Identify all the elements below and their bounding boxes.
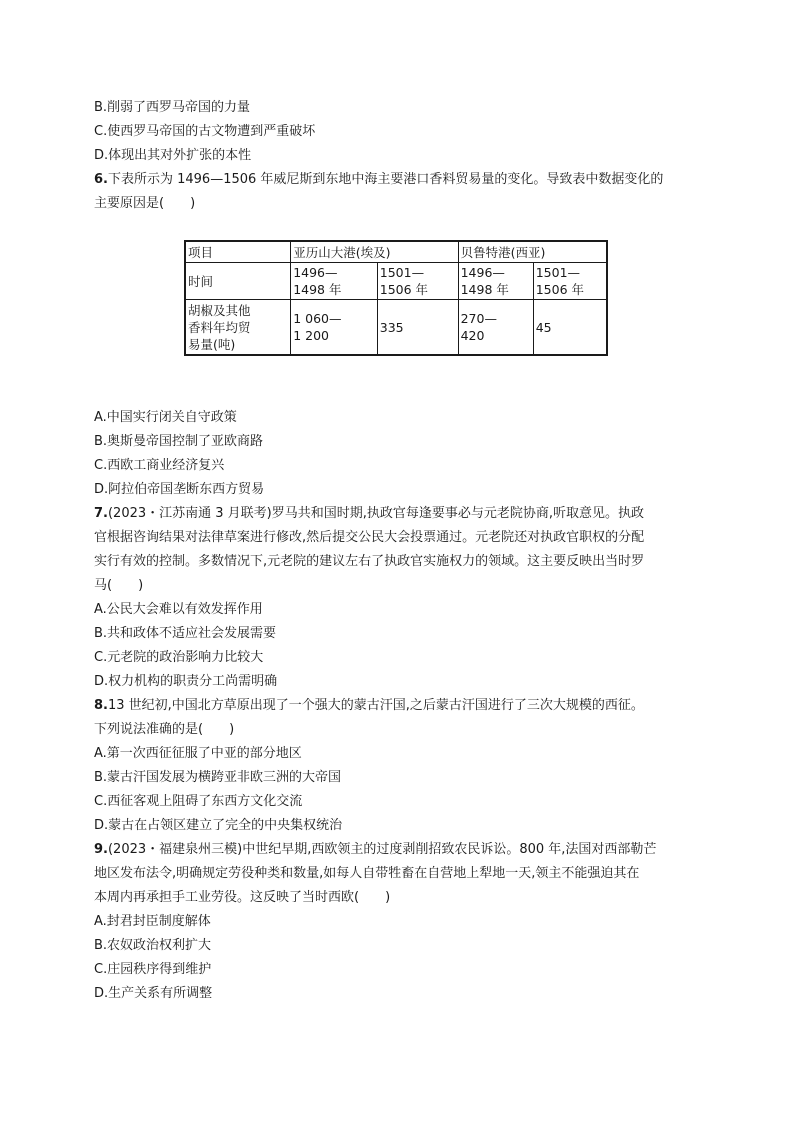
table-header-row xyxy=(185,241,607,263)
q6-option-a: A.中国实行闭关自守政策 xyxy=(94,410,237,425)
q7-stem-text-1: (2023・江苏南通 3 月联考)罗马共和国时期,执政官每逢要事必与元老院协商,听取意见。执政 xyxy=(107,506,645,521)
period-text: 1498 年 xyxy=(460,282,509,297)
volume-cell: 45 xyxy=(533,300,607,356)
period-cell xyxy=(458,263,533,300)
time-label: 时间 xyxy=(185,263,291,300)
q8-option-d: D.蒙古在占领区建立了完全的中央集权统治 xyxy=(94,818,343,833)
header-beirut: 贝鲁特港(西亚) xyxy=(458,241,607,263)
table-row-time xyxy=(185,263,607,300)
q6-option-d: D.阿拉伯帝国垄断东西方贸易 xyxy=(94,482,265,497)
q9-stem-text-1: (2023・福建泉州三模)中世纪早期,西欧领主的过度剥削招致农民诉讼。800 年,法国对西部勒芒 xyxy=(107,842,657,857)
q5-option-d: D.体现出其对外扩张的本性 xyxy=(94,148,252,163)
q9-option-a: A.封君封臣制度解体 xyxy=(94,914,211,929)
q7-stem-line-3: 实行有效的控制。多数情况下,元老院的建议左右了执政官实施权力的领域。这主要反映出当时罗 xyxy=(94,554,645,569)
table-row-volume xyxy=(185,300,607,356)
q5-option-c: C.使西罗马帝国的古文物遭到严重破坏 xyxy=(94,124,316,139)
period-text: 1506 年 xyxy=(379,282,429,297)
q8-stem-text-1: 13 世纪初,中国北方草原出现了一个强大的蒙古汗国,之后蒙古汗国进行了三次大规模的西征。 xyxy=(107,698,644,713)
q8-stem-line-2: 下列说法准确的是( ) xyxy=(94,722,235,737)
period-text: 1506 年 xyxy=(535,282,585,297)
q8-number: 8. xyxy=(94,698,108,713)
q6-option-c: C.西欧工商业经济复兴 xyxy=(94,458,225,473)
q8-option-a: A.第一次西征征服了中亚的部分地区 xyxy=(94,746,302,761)
volume-label-text: 易量(吨) xyxy=(188,336,236,352)
q7-stem-line-1 xyxy=(94,502,704,526)
volume-cell: 335 xyxy=(377,300,458,356)
q9-option-d: D.生产关系有所调整 xyxy=(94,986,213,1001)
q6-option-b: B.奥斯曼帝国控制了亚欧商路 xyxy=(94,434,264,449)
period-text: 1501— xyxy=(379,265,425,280)
q9-option-b: B.农奴政治权利扩大 xyxy=(94,938,212,953)
q8-option-c: C.西征客观上阻碍了东西方文化交流 xyxy=(94,794,303,809)
volume-label xyxy=(185,300,291,356)
header-item: 项目 xyxy=(185,241,291,263)
q7-number: 7. xyxy=(94,506,108,521)
volume-cell xyxy=(458,300,533,356)
period-cell xyxy=(533,263,607,300)
period-cell xyxy=(377,263,458,300)
period-text: 1498 年 xyxy=(293,282,342,297)
volume-text: 1 200 xyxy=(293,328,329,343)
q7-option-d: D.权力机构的职责分工尚需明确 xyxy=(94,674,278,689)
q9-stem-line-2: 地区发布法令,明确规定劳役种类和数量,如每人自带牲畜在自营地上犁地一天,领主不能强迫其在 xyxy=(94,866,640,881)
q6-stem-line-1 xyxy=(94,168,704,192)
q9-stem-line-3: 本周内再承担手工业劳役。这反映了当时西欧( ) xyxy=(94,890,391,905)
volume-text: 420 xyxy=(460,328,485,343)
volume-cell xyxy=(291,300,378,356)
volume-label-text: 香料年均贸 xyxy=(188,319,251,335)
q6-stem-line-2: 主要原因是( ) xyxy=(94,196,196,211)
q8-option-b: B.蒙古汗国发展为横跨亚非欧三洲的大帝国 xyxy=(94,770,342,785)
q9-number: 9. xyxy=(94,842,108,857)
q7-option-b: B.共和政体不适应社会发展需要 xyxy=(94,626,277,641)
volume-text: 270— xyxy=(460,311,497,326)
q6-number: 6. xyxy=(94,172,108,187)
period-text: 1496— xyxy=(293,265,338,280)
q5-option-b: B.削弱了西罗马帝国的力量 xyxy=(94,100,251,115)
q7-stem-line-2: 官根据咨询结果对法律草案进行修改,然后提交公民大会投票通过。元老院还对执政官职权的分配 xyxy=(94,530,645,545)
volume-text: 1 060— xyxy=(293,311,342,326)
q7-option-a: A.公民大会难以有效发挥作用 xyxy=(94,602,263,617)
q9-stem-line-1 xyxy=(94,838,704,862)
period-text: 1501— xyxy=(535,265,581,280)
spice-trade-table xyxy=(184,240,608,356)
period-text: 1496— xyxy=(460,265,505,280)
q7-option-c: C.元老院的政治影响力比较大 xyxy=(94,650,264,665)
volume-label-text: 胡椒及其他 xyxy=(188,302,251,318)
q8-stem-line-1 xyxy=(94,694,704,718)
q9-option-c: C.庄园秩序得到维护 xyxy=(94,962,212,977)
header-alexandria: 亚历山大港(埃及) xyxy=(291,241,458,263)
period-cell xyxy=(291,263,378,300)
q6-stem-text-1: 下表所示为 1496—1506 年威尼斯到东地中海主要港口香料贸易量的变化。导致表中数据变化的 xyxy=(107,172,664,187)
q7-stem-line-4: 马( ) xyxy=(94,578,144,593)
